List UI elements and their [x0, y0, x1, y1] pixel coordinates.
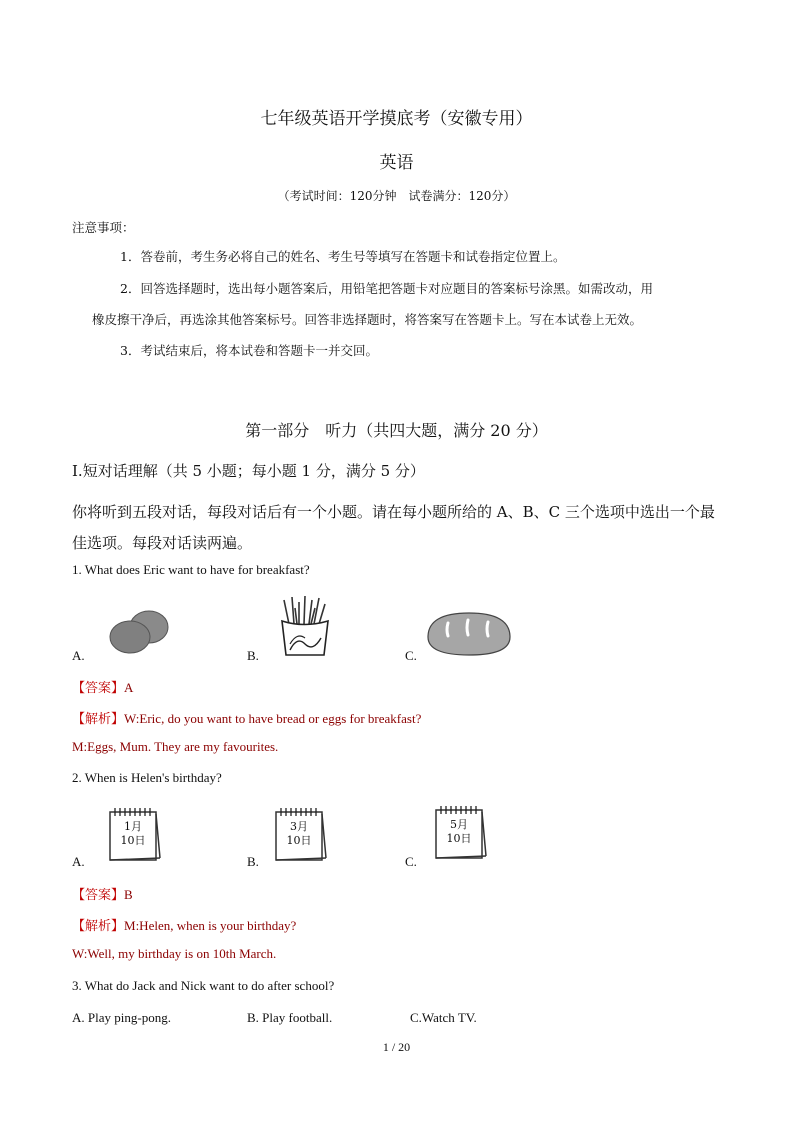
- q1-explanation: [72, 708, 421, 727]
- q3-option-c: C.Watch TV.: [410, 1010, 477, 1025]
- q2-option-a-label: A.: [72, 854, 85, 869]
- q1-explanation-line-2: M:Eggs, Mum. They are my favourites.: [72, 739, 279, 754]
- notice-item-2-line-2: 橡皮擦干净后，再选涂其他答案标号。回答非选择题时，将答案写在答题卡上。写在本试卷上无效。: [92, 312, 643, 327]
- q2-explanation: [72, 915, 296, 934]
- section-title: Ⅰ.短对话理解（共 5 小题；每小题 1 分，满分 5 分）: [72, 462, 425, 480]
- q2-option-c-label: C.: [405, 854, 417, 869]
- notice-heading: 注意事项：: [72, 220, 135, 235]
- answer-label: 【答案】: [72, 888, 125, 903]
- answer-value: A: [124, 680, 134, 695]
- q1-answer: [72, 677, 133, 696]
- explain-line-1: W:Eric, do you want to have bread or eggs for breakfast?: [124, 711, 422, 726]
- exam-title: 七年级英语开学摸底考（安徽专用）: [260, 109, 533, 129]
- q3-option-b: B. Play football.: [247, 1010, 333, 1025]
- exam-info: （考试时间：120分钟 试卷满分：120分）: [277, 189, 516, 203]
- q2-option-b-label: B.: [247, 854, 259, 869]
- bread-icon: [424, 607, 514, 659]
- calendar-icon: [432, 804, 490, 862]
- q1-option-b-label: B.: [247, 648, 259, 663]
- answer-value: B: [124, 887, 133, 902]
- answer-label: 【答案】: [72, 681, 125, 696]
- calendar-day: 10日: [446, 832, 472, 845]
- notice-item-1: 1．答卷前，考生务必将自己的姓名、考生号等填写在答题卡和试卷指定位置上。: [120, 249, 566, 264]
- subject-title: 英语: [379, 153, 414, 173]
- explain-label: 【解析】: [72, 919, 125, 934]
- calendar-month: 5月: [450, 818, 468, 831]
- q1-option-c-label: C.: [405, 648, 417, 663]
- q3-option-a: A. Play ping-pong.: [72, 1010, 171, 1025]
- calendar-icon: [106, 806, 164, 864]
- calendar-day: 10日: [286, 834, 312, 847]
- question-2-stem: 2. When is Helen's birthday?: [72, 770, 222, 785]
- part-title: 第一部分 听力（共四大题，满分 20 分）: [245, 421, 548, 440]
- explain-label: 【解析】: [72, 712, 125, 727]
- section-instruction: 你将听到五段对话，每段对话后有一个小题。请在每小题所给的 A、B、C 三个选项中选出一个最佳选项。每段对话读两遍。: [72, 503, 715, 552]
- q2-explanation-line-2: W:Well, my birthday is on 10th March.: [72, 946, 277, 961]
- fries-icon: [277, 594, 333, 658]
- question-3-stem: 3. What do Jack and Nick want to do after school?: [72, 978, 335, 993]
- page-number: 1 / 20: [382, 1040, 411, 1054]
- question-1-stem: 1. What does Eric want to have for breakfast?: [72, 562, 310, 577]
- q1-option-a-label: A.: [72, 648, 85, 663]
- notice-item-2-line-1: 2．回答选择题时，选出每小题答案后，用铅笔把答题卡对应题目的答案标号涂黑。如需改动，用: [120, 281, 653, 296]
- calendar-month: 3月: [290, 820, 308, 833]
- calendar-month: 1月: [124, 820, 142, 833]
- q2-answer: [72, 884, 133, 903]
- explain-line-1: M:Helen, when is your birthday?: [124, 918, 297, 933]
- eggs-icon: [104, 606, 172, 656]
- calendar-day: 10日: [120, 834, 146, 847]
- notice-item-3: 3．考试结束后，将本试卷和答题卡一并交回。: [120, 343, 378, 358]
- calendar-icon: [272, 806, 330, 864]
